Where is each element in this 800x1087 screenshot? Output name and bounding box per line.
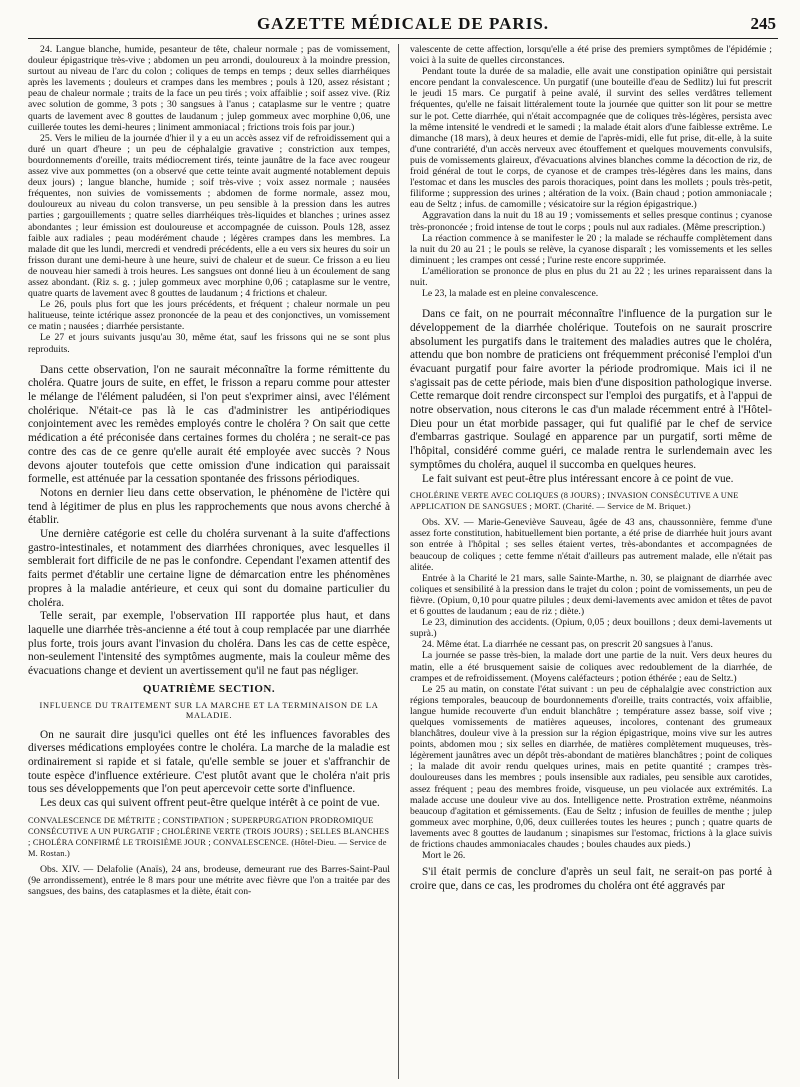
observation-paragraph: Le 25 au matin, on constate l'état suivant : un peu de céphalalgie avec constriction aux régions temporales, beaucoup de bourdonnements d'oreille, traits contractés, voix affaiblie, langue humide recouverte d'un enduit blanchâtre ; température assez basse, soif vive ; quelques vomissements de matières aqueuses, incolores, contenant des grumeaux blanchâtres, douleur vive à la pression sur la région épigastrique, moins vive sur les autres points, abdomen mou ; six selles en diarrhée, de matières complètement muqueuses, très-légèrement jaunâtres avec un dépôt très-abondant de matières blanchâtres ; point de coliques ; la malade dit avoir rendu quelques urines, mais en petite quantité ; crampes très-douloureuses dans les membres ; pouls insensible aux radiales, peu sensible aux carotides, assez fréquent ; peau des membres froide, visqueuse, un peu violacée aux extrémités. La malade accuse une douleur vive au dos. Intelligence nette. Prostration extrême, néanmoins beaucoup d'agitation et gémissements. (Eau de Seltz ; infusion de feuilles de menthe ; julep gommeux avec morphine, 0,06, deux cuillerées toutes les heures ; punch ; quatre quarts de lavements avec 8 gouttes de laudanum ; sinapismes sur l'estomac, frictions à la glace suivis de frictions chaudes ammoniacales chaudes ; boules chaudes aux pieds.) — [410, 683, 772, 851]
obs-entry-25: 25. Vers le milieu de la journée d'hier il y a eu un accès assez vif de refroidissement qui a duré un quart d'heure ; un peu de céphalalgie gravative ; constriction aux tempes, bourdonnements d'oreille, traits médiocrement tirés, teinte jaunâtre de la face avec rougeur assez vive aux pommettes (on a observé que cette teinte avait augmenté notablement depuis deux jours) ; langue blanche, humide ; soif très-vive ; voix assez normale ; nausées fréquentes, non suivies de vomissements ; abdomen de forme normale, assez mou, douloureux au niveau du colon transverse, un peu sensible à la pression dans les autres parties ; gargouillements ; quatre selles diarrhéiques très-liquides et blanches ; urines assez abondantes ; leur émission est douloureuse et accompagnée de cuisson. Pouls 128, assez faible aux radiales ; peau modérément chaude ; légères crampes dans les membres. La malade dit que les lundi, mercredi et vendredi précédents, elle a eu vers six heures du soir un frisson durant une demi-heure à une heure, suivi de chaleur et de sueur. Ce frisson a eu lieu de nouveau hier samedi à trois heures. Les sangsues ont donné lieu à un écoulement de sang assez abondant. (Riz s. g. ; julep gommeux avec morphine 0,06 ; cataplasme sur le ventre, quatre quarts de lavement avec 8 gouttes de laudanum ; 4 frictions et chaleur. — [28, 132, 390, 300]
observation-paragraph: La réaction commence à se manifester le 20 ; la malade se réchauffe complètement dans la nuit du 20 au 21 ; le pouls se relève, la cyanose disparaît ; les vomissements et les selles diminuent ; les crampes ont cessé ; l'urine reste encore supprimée. — [410, 232, 772, 266]
obs-entry-27: Le 27 et jours suivants jusqu'au 30, même état, sauf les frissons qui ne se sont plus reproduits. — [28, 332, 390, 355]
left-column — [28, 44, 390, 897]
commentary-paragraph: Le fait suivant est peut-être plus intéressant encore à ce point de vue. — [422, 472, 734, 485]
commentary-paragraph: Dans cette observation, l'on ne saurait méconnaître la forme rémittente du choléra. Quatre jours de suite, en effet, le frisson a reparu comme pour attester le mélange de l'élément paludéen, si l'on peut s'exprimer ainsi, avec l'élément cholérique. N'était-ce pas là le cas d'administrer les antipériodiques conjointement avec les remèdes employés contre le choléra ? On sait que cette médication a été préconisée dans certaines formes du choléra ; ne serait-ce pas contre des cas de ce genre qu'elle aurait été employée avec succès ? Nous devons ajouter toutefois que cette omission d'une indication qui paraissait formelle, est atténuée par la cessation spontanée des frissons périodiques. — [28, 363, 390, 486]
case-heading: CHOLÉRINE VERTE AVEC COLIQUES (8 JOURS) ; INVASION CONSÉCUTIVE A UNE APPLICATION DE SANGSUES ; MORT. (Charité. — Service de M. Briquet.) — [410, 491, 739, 512]
observation-paragraph: Obs. XV. — Marie-Geneviève Sauveau, âgée de 43 ans, chaussonnière, femme d'une assez forte constitution, habituellement bien portante, a été prise de diarrhée huit jours avant son entrée à l'hôpital ; ses selles étaient vertes, très-abondantes et accompagnées de beaucoup de coliques ; cette femme n'était d'ailleurs pas autrement malade, elle n'était pas alitée. — [410, 517, 772, 573]
obs-entry-24: 24. Langue blanche, humide, pesanteur de tête, chaleur normale ; pas de vomissement, douleur épigastrique très-vive ; abdomen un peu arrondi, douloureux à la moindre pression, surtout au niveau de l'arc du colon ; coliques de temps en temps ; deux selles diarrhéiques après les lavements ; douleurs et crampes dans les membres ; pouls à 120, assez résistant ; peau de chaleur normale ; traits de la face un peu tirés ; voix affaiblie ; soif assez vive. (Riz avec solution de gomme, 3 pots ; 30 sangsues à l'anus ; cataplasme sur le ventre ; quatre quarts de lavement avec 8 gouttes de laudanum ; julep gommeux avec morphine 0,06, une cuillerée toutes les demi-heures ; liniment ammoniacal ; frictions trois fois par jour.) — [28, 44, 390, 133]
commentary-paragraph: S'il était permis de conclure d'après un seul fait, ne serait-on pas porté à croire que, dans ce cas, les prodromes du choléra ont été aggravés par — [410, 866, 772, 892]
obs-entry-26: Le 26, pouls plus fort que les jours précédents, et fréquent ; chaleur normale un peu halitueuse, teinte ictérique assez prononcée de la peau et des conjonctives, un vomissement ce matin ; nausées ; diarrhée persistante. — [28, 299, 390, 333]
observation-paragraph: Le 23, la malade est en pleine convalescence. — [422, 288, 599, 300]
observation-paragraph: Aggravation dans la nuit du 18 au 19 ; vomissements et selles presque continus ; cyanose très-prononcée ; froid intense de tout le corps ; pouls nul aux radiales. (Même prescription.) — [410, 210, 772, 233]
body-paragraph: On ne saurait dire jusqu'ici quelles ont été les influences favorables des diverses médications employées contre le choléra. La marche de la maladie est ordinairement si rapide et si fatale, qu'elle semble se jouer et s'affranchir de toute espèce d'influence extérieure. C'est plutôt avant que le choléra n'ait pris tous ses développements que l'on peut apercevoir cette sorte d'influence. — [28, 728, 390, 796]
commentary-paragraph: Telle serait, par exemple, l'observation III rapportée plus haut, et dans laquelle une diarrhée très-ancienne a été tout à coup remplacée par une diarrhée plus forte, trois jours avant l'invasion du choléra. Dans les cas de cette espèce, non-seulement l'intensité des symptômes augmente, mais la couleur même des évacuations change et devient un avertissement qu'il ne faut pas négliger. — [28, 610, 390, 678]
journal-title: GAZETTE MÉDICALE DE PARIS. — [256, 14, 550, 33]
commentary-paragraph: Dans ce fait, on ne pourrait méconnaître l'influence de la purgation sur le développement de la diarrhée cholérique. Toutefois on ne saurait proscrire absolument les purgatifs dans le traitement des maladies autres que le choléra, attendu que bon nombre de praticiens ont fréquemment préconisé l'emploi d'un évacuant purgatif pour faire avorter la période prodromique. Mais ici il ne s'agissait pas de cette période, mais bien d'une disposition pathologique inverse. Cette remarque doit rendre circonspect sur l'emploi des purgatifs, et à l'appui de notre observation, nous citerons le cas d'un malade récemment entré à l'Hôtel-Dieu pour un état morbide passager, qui fut qualifié par le chef de service d'embarras gastrique. Soulagé en apparence par un purgatif, sorti même de l'hôpital, considéré comme guéri, ce malade rentra le surlendemain avec les symptômes du choléra, auquel il succomba en quelques heures. — [410, 308, 772, 471]
observation-paragraph: 24. Même état. La diarrhée ne cessant pas, on prescrit 20 sangsues à l'anus. — [422, 639, 713, 651]
commentary-paragraph: Une dernière catégorie est celle du choléra survenant à la suite d'affections gastro-intestinales, et notamment des diarrhées chroniques, avec lesquelles il semblerait fort difficile de ne pas le confondre. Cependant l'examen attentif des faits permet d'établir une certaine ligne de démarcation entre les phénomènes propres à la maladie antérieure, et ceux qui sont du domaine particulier du choléra. — [28, 528, 390, 609]
observation-paragraph: Pendant toute la durée de sa maladie, elle avait une constipation opiniâtre qui persistait encore pendant la convalescence. Un purgatif (une bouteille d'eau de Sedlitz) lui fut prescrit le jeudi 15 mars. Ce purgatif à peine avalé, il survint des selles verdâtres tellement fréquentes, qu'elle ne faisait littéralement toute la journée que quitter son lit pour se mettre sur le pot. Cette diarrhée, qui n'était accompagnée que de coliques très-légères, persista avec la même intensité le vendredi et le samedi ; la malade était alors d'une faiblesse extrême. Le dimanche (18 mars), à deux heures et demie de l'après-midi, elle fut prise, dit-elle, à la suite d'une contrariété, d'un accès nerveux avec étouffement et quelques mouvements convulsifs, puis de vomissements glaireux, d'évacuations alvines blanches comme la décoction de riz, de froid général de tout le corps, de cyanose et de crampes très-légères dans les mains, dans l'estomac et dans les muscles des parois thoraciques, point dans les mollets ; pouls très-petit, filiforme ; suppression des urines ; altération de la voix. (Bain chaud ; potion ammoniacale ; eau de Seltz ; infus. de camomille ; vésicatoire sur la région épigastrique.) — [410, 66, 772, 211]
section-heading: QUATRIÈME SECTION. — [142, 682, 276, 695]
observation-paragraph: valescente de cette affection, lorsqu'elle a été prise des premiers symptômes de l'épidémie ; voici à la suite de quelles circonstances. — [410, 44, 772, 67]
observation-paragraph: Mort le 26. — [422, 850, 466, 862]
observation-paragraph: La journée se passe très-bien, la malade dort une partie de la nuit. Vers deux heures du matin, elle a été brusquement saisie de coliques avec redoublement de la diarrhée, de crampes et de refroidissement. (Moyens caléfacteurs ; potion éthérée ; eau de Seltz.) — [410, 650, 772, 684]
section-subheading: INFLUENCE DU TRAITEMENT SUR LA MARCHE ET LA TERMINAISON DE LA MALADIE. — [39, 700, 379, 721]
observation-paragraph: L'amélioration se prononce de plus en plus du 21 au 22 ; les urines reparaissent dans la nuit. — [410, 265, 772, 288]
column-divider — [398, 44, 399, 1079]
observation-paragraph: Entrée à la Charité le 21 mars, salle Sainte-Marthe, n. 30, se plaignant de diarrhée avec coliques et sensibilité à la pression dans le trajet du colon ; point de vomissements, un peu de fièvre. (Opium, 0,10 pour quatre pilules ; deux demi-lavements avec amidon et têtes de pavot et 6 gouttes de laudanum ; eau de riz ; diète.) — [410, 572, 772, 618]
observation-paragraph: Obs. XIV. — Delafolie (Anaïs), 24 ans, brodeuse, demeurant rue des Barres-Saint-Paul (9e arrondissement), entrée le 8 mars pour une métrite avec fièvre que l'on a traitée par des sangsues, des bains, des cataplasmes et la diète, était con- — [28, 863, 390, 898]
right-column — [410, 44, 772, 894]
observation-paragraph: Le 23, diminution des accidents. (Opium, 0,05 ; deux bouillons ; deux demi-lavements ut suprà.) — [410, 617, 772, 640]
page-number: 245 — [750, 14, 776, 33]
page-header — [28, 14, 778, 39]
body-paragraph: Les deux cas qui suivent offrent peut-être quelque intérêt à ce point de vue. — [40, 797, 380, 810]
commentary-paragraph: Notons en dernier lieu dans cette observation, le phénomène de l'ictère qui tend à légitimer de plus en plus les rapprochements que nous avons cherché à établir. — [28, 486, 390, 527]
case-heading: CONVALESCENCE DE MÉTRITE ; CONSTIPATION ; SUPERPURGATION PRODROMIQUE CONSÉCUTIVE A UN PURGATIF ; CHOLÉRINE VERTE (TROIS JOURS) ; SELLES BLANCHES ; CHOLÉRA CONFIRMÉ LE TROISIÈME JOUR ; CONVALESCENCE. (Hôtel-Dieu. — Service de M. Rostan.) — [28, 815, 390, 858]
